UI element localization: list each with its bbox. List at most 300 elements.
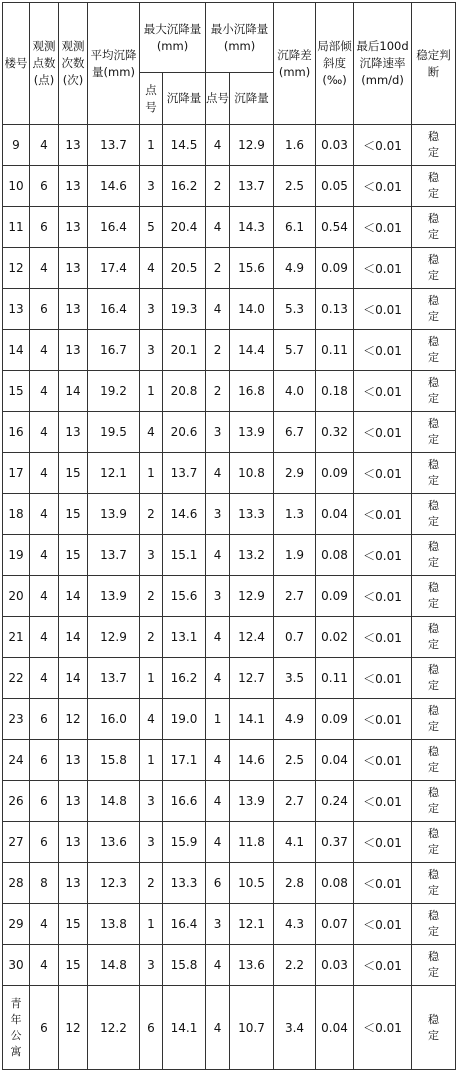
cell-text: 20.4: [170, 220, 198, 234]
cell-text: 30: [8, 958, 24, 972]
cell-text: 14.3: [238, 220, 265, 234]
cell-text: 0.04: [321, 1020, 348, 1035]
cell-points: [30, 371, 59, 412]
cell-rate: [354, 740, 412, 781]
cell-max-pt: [140, 781, 163, 822]
cell-min-pt: [206, 248, 230, 289]
cell-min-val: [230, 740, 274, 781]
cell-avg: [88, 330, 140, 371]
cell-text: 4: [213, 753, 222, 767]
table-row: [3, 125, 456, 166]
cell-slope: [316, 945, 354, 986]
cell-text: 6: [40, 794, 48, 808]
cell-text: 2.2: [284, 958, 305, 972]
cell-text: 14.1: [170, 1020, 198, 1035]
cell-min-pt: [206, 945, 230, 986]
cell-max-pt: [140, 494, 163, 535]
cell-text: 19.3: [170, 302, 198, 316]
header-times: 观测次数(次): [59, 3, 88, 125]
cell-text: 13: [65, 302, 81, 316]
cell-diff: [274, 330, 316, 371]
cell-max-val: [163, 125, 206, 166]
cell-points: [30, 822, 59, 863]
cell-text: 13.9: [100, 589, 127, 603]
cell-text: 2.7: [284, 794, 305, 808]
cell-text: 10.5: [238, 876, 265, 890]
cell-text: 21: [8, 630, 24, 644]
cell-max-pt: [140, 207, 163, 248]
cell-text: 13.7: [100, 138, 127, 152]
cell-text: 27: [8, 835, 24, 849]
cell-text: 15.1: [170, 548, 198, 562]
cell-max-val: [163, 207, 206, 248]
cell-rate: [354, 289, 412, 330]
cell-text: 3.5: [284, 671, 305, 685]
cell-points: [30, 330, 59, 371]
cell-judge: [412, 986, 456, 1070]
cell-text: 14: [8, 343, 24, 357]
cell-avg: [88, 699, 140, 740]
cell-text: 0.02: [321, 630, 348, 644]
cell-slope: [316, 822, 354, 863]
cell-rate: [354, 658, 412, 699]
cell-min-val: [230, 617, 274, 658]
cell-min-val: [230, 863, 274, 904]
cell-text: 稳定: [428, 540, 440, 569]
cell-max-val: [163, 740, 206, 781]
table-row: [3, 781, 456, 822]
cell-slope: [316, 453, 354, 494]
cell-rate: [354, 125, 412, 166]
cell-text: 12: [65, 712, 81, 726]
cell-points: [30, 412, 59, 453]
cell-text: 17: [8, 466, 24, 480]
cell-rate: [354, 453, 412, 494]
cell-judge: [412, 125, 456, 166]
cell-slope: [316, 494, 354, 535]
cell-diff: [274, 863, 316, 904]
header-row-top: [3, 3, 456, 73]
cell-points: [30, 617, 59, 658]
cell-text: 3: [147, 958, 155, 972]
cell-text: 0.18: [321, 384, 348, 398]
cell-text: 0.09: [321, 261, 348, 275]
cell-text: 14.6: [100, 179, 127, 193]
cell-text: 6.1: [284, 220, 305, 234]
cell-text: 13.7: [170, 466, 198, 480]
cell-times: [59, 945, 88, 986]
cell-text: 12.2: [100, 1020, 127, 1035]
cell-rate: [354, 699, 412, 740]
cell-text: 14.5: [170, 138, 198, 152]
cell-max-val: [163, 658, 206, 699]
cell-building: [3, 166, 30, 207]
cell-text: 稳定: [428, 704, 440, 733]
cell-text: 2.9: [284, 466, 305, 480]
cell-building: [3, 658, 30, 699]
cell-min-val: [230, 904, 274, 945]
cell-text: 0.54: [321, 220, 348, 234]
cell-min-pt: [206, 125, 230, 166]
cell-avg: [88, 289, 140, 330]
cell-text: 1.6: [284, 138, 305, 152]
cell-avg: [88, 371, 140, 412]
cell-text: 0.08: [321, 548, 348, 562]
cell-avg: [88, 658, 140, 699]
cell-text: 2: [147, 589, 155, 603]
cell-text: 4: [213, 671, 222, 685]
cell-text: 16.4: [100, 302, 127, 316]
cell-text: 17.4: [100, 261, 127, 275]
cell-text: 23: [8, 712, 24, 726]
cell-text: 3: [147, 548, 155, 562]
cell-text: 0.04: [321, 507, 348, 521]
cell-text: ＜0.01: [363, 179, 402, 194]
cell-slope: [316, 248, 354, 289]
cell-points: [30, 945, 59, 986]
header-avg: 平均沉降量(mm): [88, 3, 140, 125]
cell-text: 2.5: [284, 179, 305, 193]
cell-rate: [354, 330, 412, 371]
cell-text: 6: [40, 1020, 48, 1035]
cell-text: 15: [65, 507, 81, 521]
cell-building: [3, 207, 30, 248]
cell-text: 20.6: [170, 425, 198, 439]
cell-rate: [354, 371, 412, 412]
cell-text: 11.8: [238, 835, 265, 849]
cell-text: 4: [40, 917, 48, 931]
cell-max-pt: [140, 617, 163, 658]
cell-text: 14.6: [238, 753, 265, 767]
cell-building: [3, 125, 30, 166]
table-row: [3, 740, 456, 781]
table-row: [3, 986, 456, 1070]
table-body: [3, 125, 456, 1070]
cell-text: 13.8: [100, 917, 127, 931]
cell-judge: [412, 576, 456, 617]
cell-max-pt: [140, 371, 163, 412]
cell-text: 0.03: [321, 138, 348, 152]
cell-building: [3, 822, 30, 863]
cell-text: 18: [8, 507, 24, 521]
table-row: [3, 699, 456, 740]
cell-min-pt: [206, 576, 230, 617]
cell-text: 16.0: [100, 712, 127, 726]
cell-times: [59, 904, 88, 945]
cell-min-pt: [206, 166, 230, 207]
cell-text: 稳定: [428, 253, 440, 282]
cell-points: [30, 535, 59, 576]
table-row: [3, 453, 456, 494]
cell-diff: [274, 535, 316, 576]
cell-max-val: [163, 166, 206, 207]
cell-text: 20: [8, 589, 24, 603]
cell-text: 13: [65, 261, 81, 275]
cell-text: 16.4: [170, 917, 198, 931]
cell-text: 19: [8, 548, 24, 562]
cell-text: 14.4: [238, 343, 265, 357]
cell-text: 12.4: [238, 630, 265, 644]
cell-text: 14: [65, 630, 81, 644]
cell-text: 稳定: [428, 786, 440, 815]
cell-text: 4: [40, 671, 48, 685]
cell-avg: [88, 986, 140, 1070]
cell-times: [59, 412, 88, 453]
cell-slope: [316, 986, 354, 1070]
cell-text: 13: [65, 425, 81, 439]
cell-min-pt: [206, 781, 230, 822]
cell-text: 4: [40, 630, 48, 644]
cell-max-val: [163, 453, 206, 494]
table-row: [3, 658, 456, 699]
cell-points: [30, 699, 59, 740]
cell-points: [30, 863, 59, 904]
cell-points: [30, 576, 59, 617]
header-judge: 稳定判断: [412, 3, 456, 125]
cell-text: 10: [8, 179, 24, 193]
cell-rate: [354, 863, 412, 904]
cell-rate: [354, 986, 412, 1070]
cell-text: 1.3: [284, 507, 305, 521]
cell-slope: [316, 699, 354, 740]
cell-times: [59, 863, 88, 904]
cell-text: 13.9: [238, 425, 265, 439]
cell-text: 3: [147, 343, 155, 357]
cell-text: 3: [213, 425, 222, 439]
cell-text: ＜0.01: [363, 671, 402, 686]
cell-text: 6.7: [284, 425, 305, 439]
cell-text: 13: [65, 220, 81, 234]
cell-text: 15.9: [170, 835, 198, 849]
cell-text: 0.11: [321, 343, 348, 357]
header-diff: 沉降差(mm): [274, 3, 316, 125]
cell-judge: [412, 781, 456, 822]
cell-text: 14: [65, 384, 81, 398]
cell-max-pt: [140, 330, 163, 371]
cell-rate: [354, 617, 412, 658]
cell-diff: [274, 207, 316, 248]
cell-text: 4: [147, 261, 155, 275]
header-max-pt: 点号: [140, 73, 163, 125]
cell-times: [59, 535, 88, 576]
cell-building: [3, 576, 30, 617]
table-row: [3, 412, 456, 453]
header-min-group: 最小沉降量(mm): [206, 3, 274, 73]
cell-min-pt: [206, 986, 230, 1070]
cell-text: 5.7: [284, 343, 305, 357]
cell-min-val: [230, 986, 274, 1070]
cell-avg: [88, 781, 140, 822]
cell-text: ＜0.01: [363, 261, 402, 276]
cell-diff: [274, 576, 316, 617]
cell-text: 2: [147, 876, 155, 890]
cell-text: 14.8: [100, 958, 127, 972]
cell-text: 1: [147, 466, 155, 480]
cell-text: 15: [65, 548, 81, 562]
cell-text: 0.11: [321, 671, 348, 685]
cell-text: 4.9: [284, 712, 305, 726]
cell-text: 稳定: [428, 827, 440, 856]
cell-rate: [354, 535, 412, 576]
cell-text: ＜0.01: [363, 589, 402, 604]
cell-text: 12: [65, 1020, 81, 1035]
table-row: [3, 494, 456, 535]
cell-min-pt: [206, 658, 230, 699]
cell-text: 4: [147, 712, 155, 726]
cell-times: [59, 781, 88, 822]
cell-times: [59, 986, 88, 1070]
cell-min-val: [230, 699, 274, 740]
cell-text: 0.04: [321, 753, 348, 767]
cell-text: 12: [8, 261, 24, 275]
cell-text: 稳定: [428, 868, 440, 897]
cell-text: 稳定: [428, 909, 440, 938]
cell-text: 15: [65, 917, 81, 931]
cell-text: 6: [40, 179, 48, 193]
cell-max-val: [163, 289, 206, 330]
cell-text: 13: [65, 876, 81, 890]
cell-diff: [274, 166, 316, 207]
cell-points: [30, 289, 59, 330]
cell-text: 22: [8, 671, 24, 685]
cell-avg: [88, 453, 140, 494]
cell-text: 4: [40, 548, 48, 562]
cell-max-pt: [140, 412, 163, 453]
cell-min-val: [230, 781, 274, 822]
cell-text: 14.0: [238, 302, 265, 316]
cell-times: [59, 658, 88, 699]
cell-text: 13: [65, 794, 81, 808]
cell-min-pt: [206, 371, 230, 412]
cell-text: 0.13: [321, 302, 348, 316]
cell-rate: [354, 248, 412, 289]
cell-text: 13: [65, 753, 81, 767]
cell-text: 13.7: [238, 179, 265, 193]
cell-text: 4: [213, 630, 222, 644]
cell-text: 12.9: [238, 589, 265, 603]
cell-text: 稳定: [428, 376, 440, 405]
cell-text: ＜0.01: [363, 220, 402, 235]
cell-text: ＜0.01: [363, 958, 402, 973]
cell-text: 24: [8, 753, 24, 767]
cell-text: ＜0.01: [363, 794, 402, 809]
cell-text: 4: [40, 589, 48, 603]
cell-text: 4: [213, 958, 222, 972]
cell-min-pt: [206, 863, 230, 904]
cell-text: 13.9: [238, 794, 265, 808]
header-slope: 局部倾斜度(‰): [316, 3, 354, 125]
cell-avg: [88, 576, 140, 617]
cell-building: [3, 904, 30, 945]
cell-avg: [88, 822, 140, 863]
cell-avg: [88, 125, 140, 166]
cell-building: [3, 699, 30, 740]
cell-text: 4.3: [284, 917, 305, 931]
cell-max-val: [163, 822, 206, 863]
cell-text: 3: [213, 507, 222, 521]
cell-text: 稳定: [428, 1012, 440, 1042]
cell-max-val: [163, 494, 206, 535]
cell-text: 8: [40, 876, 48, 890]
cell-max-pt: [140, 904, 163, 945]
cell-text: 11: [8, 220, 24, 234]
cell-text: 13.3: [238, 507, 265, 521]
cell-text: 14.6: [170, 507, 198, 521]
cell-min-val: [230, 289, 274, 330]
cell-max-val: [163, 904, 206, 945]
cell-avg: [88, 617, 140, 658]
cell-building: [3, 945, 30, 986]
cell-min-pt: [206, 617, 230, 658]
cell-text: 4: [213, 835, 222, 849]
table-row: [3, 576, 456, 617]
cell-text: 15.6: [238, 261, 265, 275]
cell-min-val: [230, 576, 274, 617]
cell-diff: [274, 699, 316, 740]
cell-judge: [412, 412, 456, 453]
cell-text: 15.8: [170, 958, 198, 972]
cell-judge: [412, 617, 456, 658]
cell-text: 6: [40, 220, 48, 234]
header-max-group: 最大沉降量(mm): [140, 3, 206, 73]
cell-times: [59, 125, 88, 166]
cell-judge: [412, 248, 456, 289]
cell-text: 10.7: [238, 1020, 265, 1035]
header-points: 观测点数(点): [30, 3, 59, 125]
cell-text: 4: [213, 466, 222, 480]
cell-text: 29: [8, 917, 24, 931]
cell-text: 稳定: [428, 950, 440, 979]
cell-text: 13.9: [100, 507, 127, 521]
cell-text: 12.9: [238, 138, 265, 152]
cell-text: 4: [40, 343, 48, 357]
cell-judge: [412, 535, 456, 576]
cell-min-pt: [206, 289, 230, 330]
cell-text: 0.03: [321, 958, 348, 972]
cell-slope: [316, 125, 354, 166]
cell-times: [59, 453, 88, 494]
cell-rate: [354, 412, 412, 453]
cell-slope: [316, 166, 354, 207]
cell-text: 1: [147, 917, 155, 931]
cell-text: 4: [40, 261, 48, 275]
cell-text: 4: [40, 466, 48, 480]
cell-times: [59, 289, 88, 330]
cell-text: 稳定: [428, 499, 440, 528]
cell-times: [59, 576, 88, 617]
cell-text: ＜0.01: [363, 712, 402, 727]
cell-judge: [412, 822, 456, 863]
cell-min-val: [230, 125, 274, 166]
cell-rate: [354, 207, 412, 248]
cell-times: [59, 207, 88, 248]
cell-max-val: [163, 781, 206, 822]
cell-avg: [88, 904, 140, 945]
cell-points: [30, 248, 59, 289]
cell-min-pt: [206, 412, 230, 453]
cell-text: 16.7: [100, 343, 127, 357]
cell-text: 2: [213, 179, 222, 193]
cell-avg: [88, 535, 140, 576]
cell-max-pt: [140, 453, 163, 494]
cell-text: 16: [8, 425, 24, 439]
cell-text: 14: [65, 589, 81, 603]
cell-text: 16.2: [170, 179, 198, 193]
cell-text: ＜0.01: [363, 466, 402, 481]
cell-points: [30, 986, 59, 1070]
cell-points: [30, 904, 59, 945]
cell-text: 3: [147, 179, 155, 193]
